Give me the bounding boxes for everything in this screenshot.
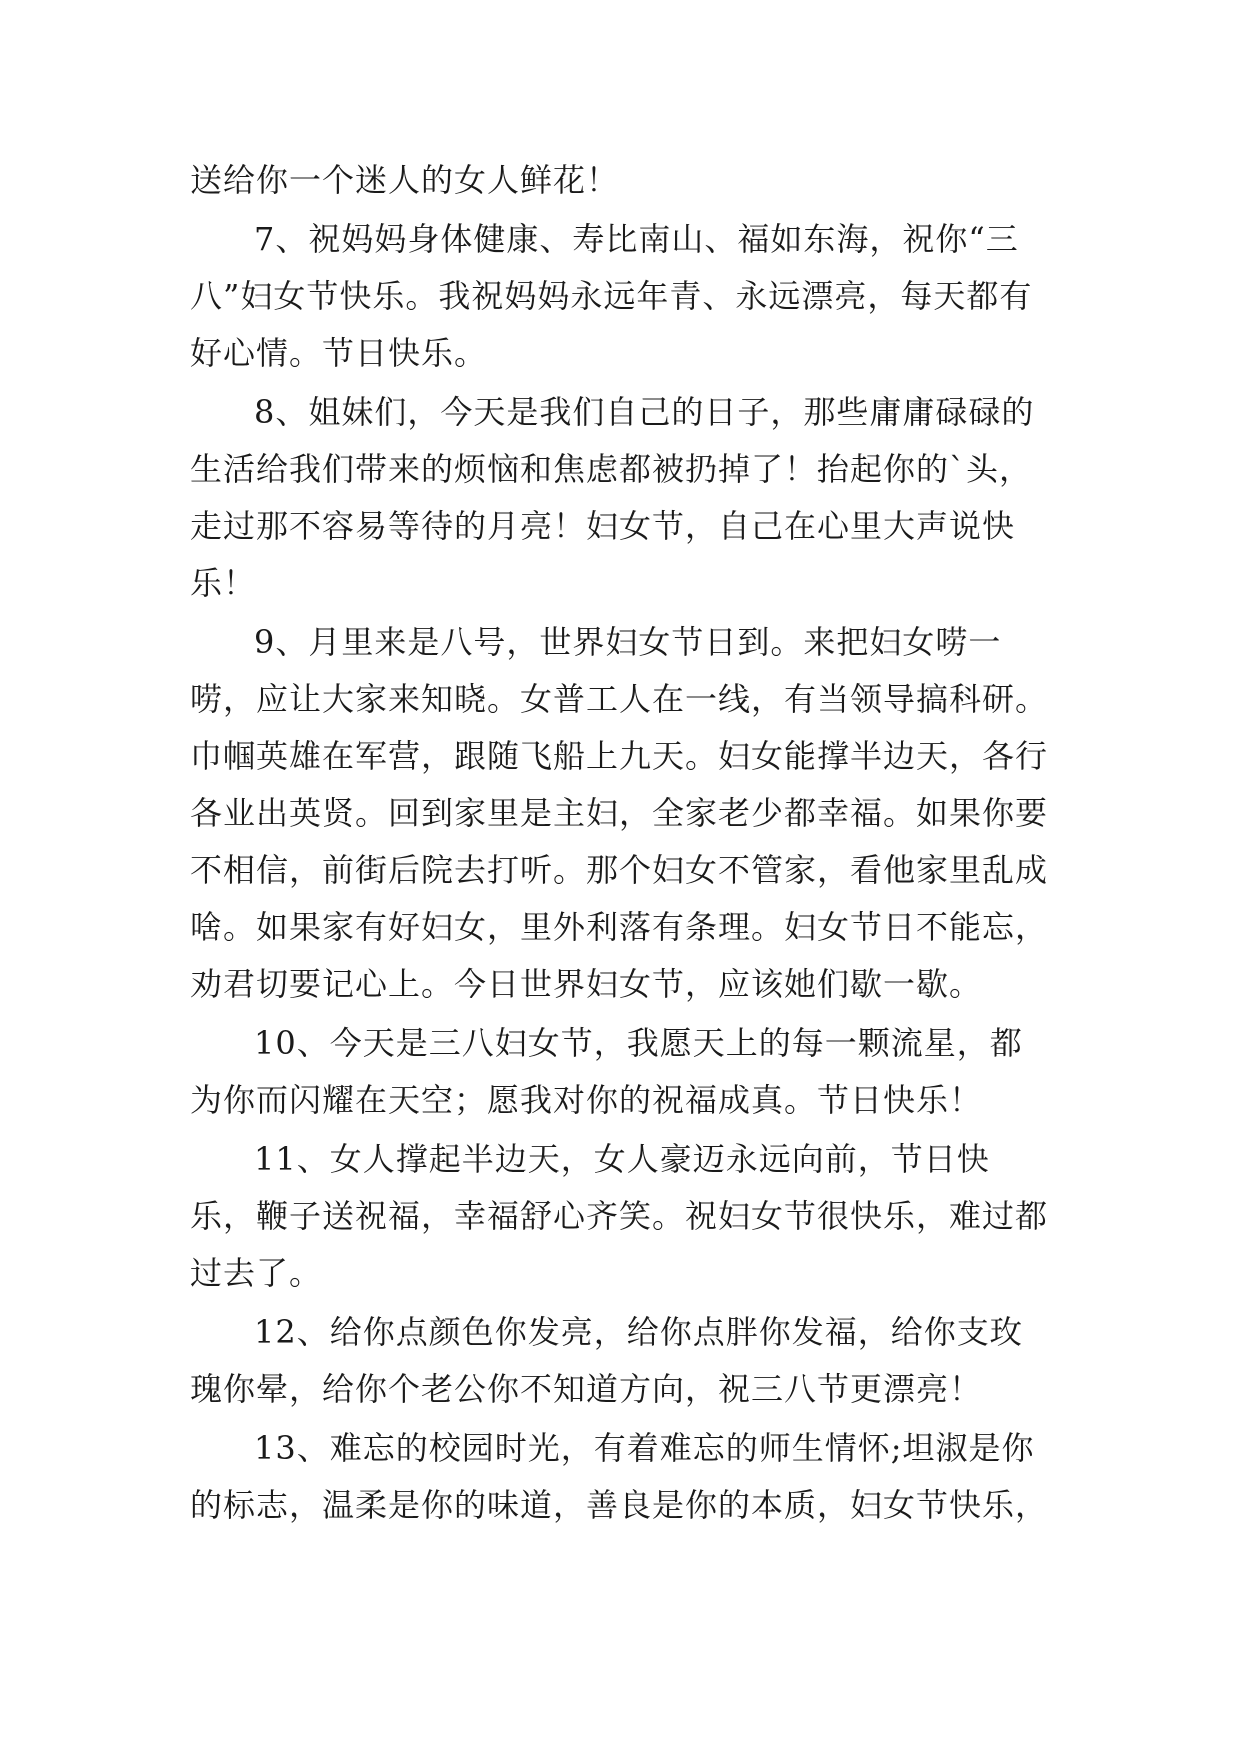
paragraph-9: 9、月里来是八号，世界妇女节日到。来把妇女唠一唠，应让大家来知晓。女普工人在一线，有当领导搞科研。巾帼英雄在军营，跟随飞船上九天。妇女能撑半边天，各行各业出英贤。回到家里是主妇，全家老少都幸福。如果你要不相信，前街后院去打听。那个妇女不管家，看他家里乱成啥。如果家有好妇女，里外利落有条理。妇女节日不能忘，劝君切要记心上。今日世界妇女节，应该她们歇一歇。 (190, 623, 1049, 1003)
document-body (190, 152, 1050, 1536)
paragraph-11: 11、女人撑起半边天，女人豪迈永远向前，节日快乐，鞭子送祝福，幸福舒心齐笑。祝妇女节很快乐，难过都过去了。 (190, 1140, 1049, 1292)
paragraph-continuation: 送给你一个迷人的女人鲜花！ (190, 161, 620, 199)
paragraph-7: 7、祝妈妈身体健康、寿比南山、福如东海，祝你“三八”妇女节快乐。我祝妈妈永远年青、永远漂亮，每天都有好心情。节日快乐。 (190, 220, 1033, 372)
paragraph-13: 13、难忘的校园时光，有着难忘的师生情怀;坦淑是你的标志，温柔是你的味道，善良是你的本质，妇女节快乐， (190, 1429, 1049, 1524)
paragraph-12: 12、给你点颜色你发亮，给你点胖你发福，给你支玫瑰你晕，给你个老公你不知道方向，祝三八节更漂亮！ (190, 1313, 1023, 1408)
paragraph-10: 10、今天是三八妇女节，我愿天上的每一颗流星，都为你而闪耀在天空；愿我对你的祝福成真。节日快乐！ (190, 1024, 1023, 1119)
paragraph-8: 8、姐妹们，今天是我们自己的日子，那些庸庸碌碌的生活给我们带来的烦恼和焦虑都被扔掉了！抬起你的`头，走过那不容易等待的月亮！妇女节，自己在心里大声说快乐！ (190, 393, 1035, 602)
